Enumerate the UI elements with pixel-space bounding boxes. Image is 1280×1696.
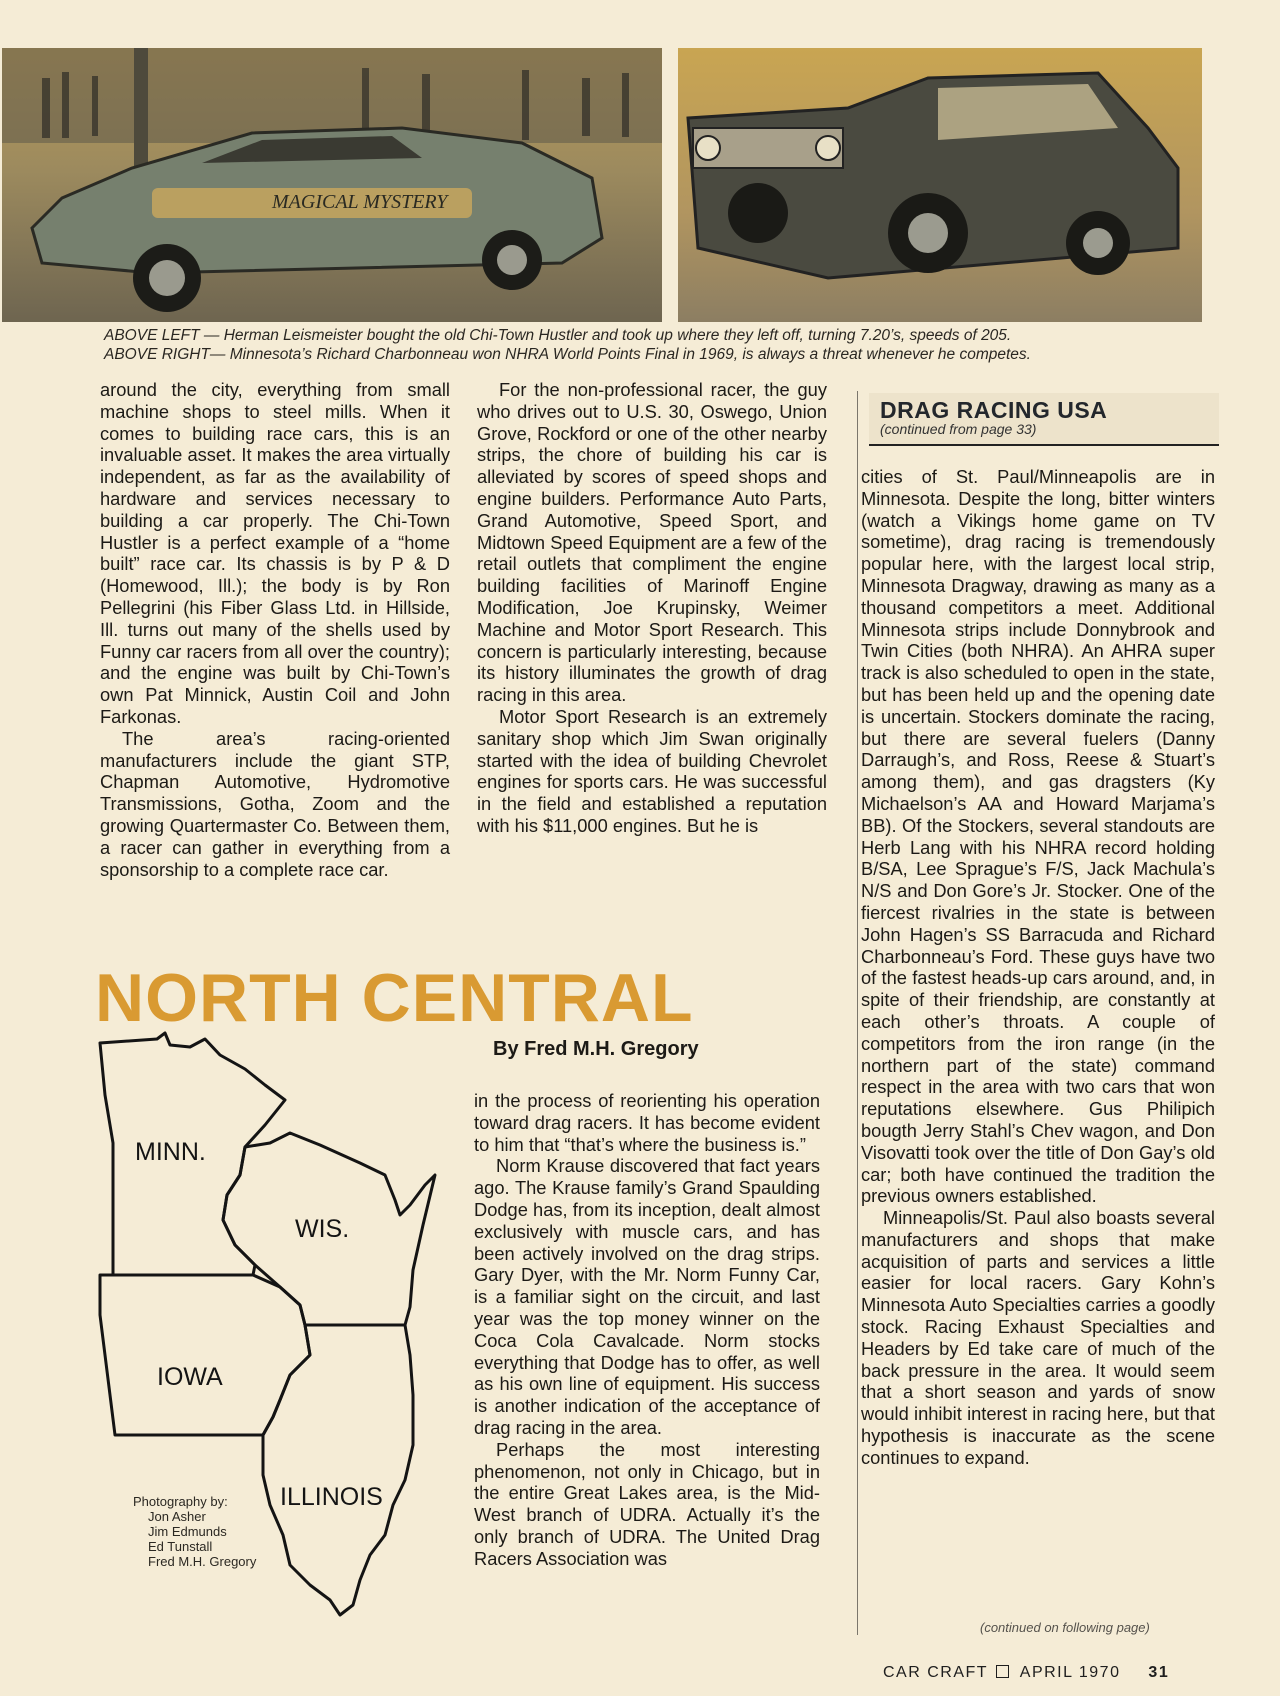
caption-above-right: ABOVE RIGHT— Minnesota’s Richard Charbonneau won NHRA World Points Final in 1969, is always a threat whenever he competes. (104, 346, 1031, 363)
photo-credits (133, 1494, 293, 1569)
paragraph: in the process of reorienting his operation toward drag racers. It has become evident to him that “that’s where the business is.” (474, 1090, 820, 1155)
magazine-name: CAR CRAFT (883, 1664, 988, 1681)
sidebar-header (869, 393, 1219, 446)
paragraph: Minneapolis/St. Paul also boasts several manufacturers and shops that make acquisition of parts and services a little easier for local racers. Gary Kohn’s Minnesota Auto Specialties carries a goodly stock. Racing Exhaust Specialties and Headers by Ed take care of much of the back pressure in the area. It would seem that a short season and yards of snow would inhibit interest in racing here, but that hypothesis is inaccurate as the scene continues to expand. (861, 1207, 1215, 1468)
credit-name: Fred M.H. Gregory (148, 1554, 257, 1569)
paragraph: around the city, everything from small machine shops to steel mills. When it comes to building race cars, this is an invaluable asset. It makes the area virtually independent, as far as the availability of hardware and services necessary to building a car properly. The Chi-Town Hustler is a perfect example of a “home built” race car. Its chassis is by P & D (Homewood, Ill.); the body is by Ron Pellegrini (his Fiber Glass Ltd. in Hillside, Ill. turns out many of the shells used by Funny car racers from all over the country); and the engine was built by Chi-Town’s own Pat Minnick, Austin Coil and John Farkonas. (100, 379, 450, 727)
map-label-wis: WIS. (295, 1215, 350, 1243)
article-column-3 (474, 1090, 820, 1570)
article-column-1 (100, 379, 450, 880)
sidebar-body (861, 466, 1215, 1469)
issue-date: APRIL 1970 (1019, 1664, 1121, 1681)
station-wagon-image (678, 48, 1202, 322)
article-byline: By Fred M.H. Gregory (493, 1038, 699, 1060)
box-separator-icon (996, 1665, 1009, 1678)
page-footer (883, 1664, 1169, 1682)
caption-above-left: ABOVE LEFT — Herman Leismeister bought the old Chi-Town Hustler and took up where they left off, turning 7.20’s, speeds of 205. (104, 327, 1012, 344)
photo-station-wagon (678, 48, 1202, 322)
funny-car-image (2, 48, 662, 322)
car-lettering: MAGICAL MYSTERY (272, 191, 448, 213)
paragraph: The area’s racing-oriented manufacturers include the giant STP, Chapman Automotive, Hydromotive Transmissions, Gotha, Zoom and the growing Quartermaster Co. Between them, a racer can gather in everything from a sponsorship to a complete race car. (100, 727, 450, 880)
paragraph: Norm Krause discovered that fact years ago. The Krause family’s Grand Spaulding Dodge has, from its inception, dealt almost exclusively with muscle cars, and has been actively involved on the drag strips. Gary Dyer, with the Mr. Norm Funny Car, is a familiar sight on the circuit, and last year was the top money winner on the Coca Cola Cavalcade. Norm stocks everything that Dodge has to offer, as well as his own line of equipment. His success is another indication of the acceptance of drag racing in the area. (474, 1155, 820, 1438)
credits-title: Photography by: (133, 1494, 228, 1509)
page-number: 31 (1148, 1664, 1170, 1681)
iowa-outline (100, 1275, 310, 1435)
paragraph: cities of St. Paul/Minneapolis are in Minnesota. Despite the long, bitter winters (watch a Vikings home game on TV sometime), drag racing is tremendously popular here, with the largest local strip, Minnesota Dragway, drawing as many as a thousand competitors a meet. Additional Minnesota strips include Donnybrook and Twin Cities (both NHRA). An AHRA super track is also scheduled to open in the state, but has been held up and the opening date is uncertain. Stockers dominate the racing, but there are several fuelers (Danny Darraugh’s, and Ross, Reese & Stuart’s among them), and gas dragsters (Ky Michaelson’s AA and Howard Marjama’s BB). Of the Stockers, several standouts are Herb Lang with his NHRA record holding B/SA, Lee Sprague’s F/S, Jack Machula’s N/S and Don Gore’s Jr. Stocker. One of the fiercest rivalries in the state is between John Hagen’s SS Barracuda and Richard Charbonneau’s Ford. These guys have two of the fastest heads-up cars around, and, in spite of their friendship, are constantly at each other’s throats. A couple of competitors from the iron range (in the northern part of the state) command respect in the area with two cars that won reputations elsewhere. Gus Philipich bougth Jerry Stahl’s Chev wagon, and Don Visovatti took over the title of Don Gay’s old car; both have continued the tradition the previous owners established. (861, 466, 1215, 1207)
article-column-2 (477, 379, 827, 837)
map-label-iowa: IOWA (157, 1363, 223, 1391)
illinois-outline (263, 1325, 413, 1615)
paragraph: Perhaps the most interesting phenomenon, not only in Chicago, but in the entire Great Lakes area, is the Mid-West branch of UDRA. Actually it’s the only branch of UDRA. The United Drag Racers Association was (474, 1438, 820, 1569)
photo-funny-car (2, 48, 662, 322)
paragraph: Motor Sport Research is an extremely sanitary shop which Jim Swan originally started with the idea of building Chevrolet engines for sports cars. He was successful in the field and established a reputation with his $11,000 engines. But he is (477, 705, 827, 836)
map-label-illinois: ILLINOIS (280, 1483, 383, 1511)
credit-name: Jon Asher (148, 1509, 206, 1524)
credit-name: Jim Edmunds (148, 1524, 227, 1539)
credit-name: Ed Tunstall (148, 1539, 213, 1554)
sidebar-continued-from: (continued from page 33) (880, 421, 1037, 437)
map-label-minn: MINN. (135, 1138, 206, 1166)
article-headline: NORTH CENTRAL (95, 960, 694, 1036)
sidebar-title: DRAG RACING USA (880, 397, 1108, 423)
sidebar-rule (869, 444, 1219, 446)
paragraph: For the non-professional racer, the guy who drives out to U.S. 30, Oswego, Union Grove, Rockford or one of the other nearby strips, the chore of building his car is alleviated by scores of speed shops and engine builders. Performance Auto Parts, Grand Automotive, Speed Sport, and Midtown Speed Equipment are a few of the retail outlets that compliment the engine building facilities of Marinoff Engine Modification, Joe Krupinsky, Weimer Machine and Motor Sport Research. This concern is particularly interesting, because its history illuminates the growth of drag racing in this area. (477, 379, 827, 706)
sidebar-continued-note: (continued on following page) (980, 1620, 1150, 1635)
